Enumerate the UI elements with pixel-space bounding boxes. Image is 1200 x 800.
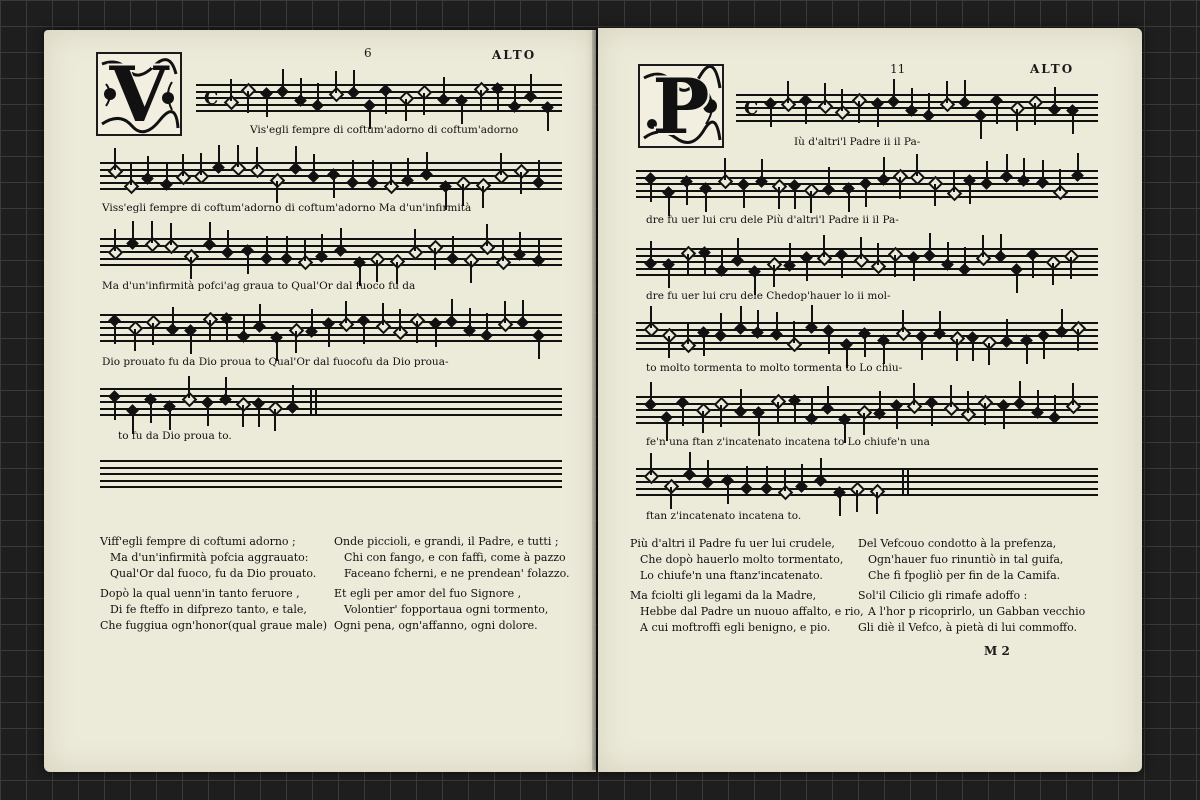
note-stem (805, 102, 807, 124)
note-stem (650, 382, 652, 404)
verse-stanza: Viff'egli fempre di coftumi adorno ; Ma d'un'infirmità pofcia aggrauato: Qual'Or dal fuoco, fu da Dio prouato. (100, 535, 317, 580)
note-stem (353, 70, 355, 92)
note-stem (1054, 395, 1056, 417)
note-stem (282, 69, 284, 91)
note-stem (778, 187, 780, 209)
note-stem (190, 332, 192, 354)
note-stem (292, 385, 294, 407)
note-stem (317, 83, 319, 105)
music-staff (636, 396, 1098, 424)
note-stem (1026, 342, 1028, 364)
initial-letter: P (652, 64, 710, 148)
verse-stanza: Et egli per amor del fuo Signore , Volontier' fopportaua ogni tormento, Ogni pena, ogn'affanno, ogni dolore. (334, 587, 549, 632)
note-stem (286, 236, 288, 258)
note-stem (1016, 271, 1018, 293)
voice-label: ALTO (492, 48, 537, 62)
bar-line (907, 468, 909, 496)
note-stem (707, 460, 709, 482)
note-stem (363, 322, 365, 344)
note-stem (858, 101, 860, 123)
note-stem (972, 339, 974, 361)
note-stem (237, 145, 239, 167)
lyric-line: Ma d'un'infirmità pofci'ag graua to Qual'Or dal fuoco fu da (102, 280, 416, 292)
signature-mark: M 2 (984, 644, 1010, 658)
music-staff (636, 248, 1098, 276)
note-stem (150, 401, 152, 423)
note-stem (689, 452, 691, 474)
note-stem (520, 172, 522, 194)
note-stem (877, 243, 879, 265)
note-stem (304, 239, 306, 261)
verse-stanza: Più d'altri il Padre fu uer lui crudele, Che dopò hauerlo molto tormentato, Lo chiufe'n una ftanz'incatenato. (630, 537, 844, 582)
note-stem (426, 152, 428, 174)
music-staff (636, 468, 1098, 496)
note-stem (461, 102, 463, 124)
page-number: 11 (890, 62, 906, 76)
note-stem (811, 305, 813, 327)
verse-stanza: Sol'il Cilicio gli rimafe adoffo : A l'hor p ricoprirlo, un Gabban vecchio Gli diè il Vefco, à pietà di lui commoffo. (858, 589, 1086, 634)
note-stem (721, 248, 723, 270)
note-stem (773, 265, 775, 287)
clef-icon: C (204, 88, 219, 109)
note-stem (172, 307, 174, 329)
note-stem (547, 109, 549, 131)
note-stem (704, 254, 706, 276)
note-stem (828, 167, 830, 189)
note-stem (823, 235, 825, 257)
note-stem (839, 494, 841, 516)
note-stem (390, 163, 392, 185)
lyric-line: to molto tormenta to molto tormenta to Lo chiu- (646, 362, 903, 374)
note-stem (913, 383, 915, 405)
note-stem (382, 303, 384, 325)
note-stem (247, 252, 249, 274)
note-stem (151, 221, 153, 243)
note-stem (964, 247, 966, 269)
note-stem (1006, 319, 1008, 341)
note-stem (486, 224, 488, 246)
note-stem (1077, 329, 1079, 351)
note-stem (188, 376, 190, 398)
note-stem (877, 105, 879, 127)
note-stem (841, 256, 843, 278)
note-stem (740, 389, 742, 411)
note-stem (434, 248, 436, 270)
note-stem (514, 84, 516, 106)
note-stem (787, 81, 789, 103)
note-stem (530, 74, 532, 96)
lyric-line: dre fu uer lui cru dele Più d'altri'l Padre ii il Pa- (646, 214, 899, 226)
note-stem (984, 403, 986, 425)
note-stem (218, 145, 220, 167)
note-stem (538, 238, 540, 260)
note-stem (758, 414, 760, 436)
note-stem (776, 312, 778, 334)
note-stem (650, 453, 652, 475)
music-staff (736, 94, 1098, 122)
note-stem (928, 93, 930, 115)
note-stem (266, 95, 268, 117)
note-stem (777, 402, 779, 424)
note-stem (916, 154, 918, 176)
note-stem (399, 309, 401, 331)
right-page (598, 28, 1142, 772)
note-stem (986, 161, 988, 183)
note-stem (811, 396, 813, 418)
note-stem (827, 386, 829, 408)
note-stem (967, 391, 969, 413)
lyric-line: Iù d'altri'l Padre ii il Pa- (794, 136, 921, 148)
note-stem (650, 180, 652, 202)
note-stem (740, 306, 742, 328)
note-stem (864, 335, 866, 357)
note-stem (996, 102, 998, 124)
note-stem (921, 338, 923, 360)
note-stem (300, 78, 302, 100)
note-stem (946, 81, 948, 103)
note-stem (519, 232, 521, 254)
note-stem (902, 310, 904, 332)
decorated-initial (638, 64, 724, 148)
note-stem (1000, 234, 1002, 256)
note-stem (209, 320, 211, 342)
note-stem (276, 181, 278, 203)
note-stem (682, 404, 684, 426)
note-stem (452, 236, 454, 258)
lyric-line: to fu da Dio proua to. (118, 430, 232, 442)
note-stem (502, 239, 504, 261)
note-stem (801, 464, 803, 486)
note-stem (1003, 407, 1005, 429)
note-stem (352, 160, 354, 182)
note-stem (182, 154, 184, 176)
note-stem (743, 186, 745, 208)
clef-icon: C (744, 98, 759, 119)
note-stem (687, 322, 689, 344)
note-stem (883, 342, 885, 364)
note-stem (982, 235, 984, 257)
bar-line (315, 388, 317, 416)
note-stem (727, 482, 729, 504)
page-number: 6 (364, 46, 372, 60)
note-stem (670, 487, 672, 509)
note-stem (668, 194, 670, 216)
music-staff (100, 460, 562, 488)
note-stem (414, 229, 416, 251)
note-stem (848, 190, 850, 212)
note-stem (482, 186, 484, 208)
note-stem (934, 184, 936, 206)
note-stem (757, 310, 759, 332)
note-stem (340, 228, 342, 250)
decorated-initial (96, 52, 182, 136)
note-stem (258, 405, 260, 427)
lyric-line: dre fu uer lui cru dele Chedop'hauer lo ii mol- (646, 290, 891, 302)
note-stem (256, 147, 258, 169)
note-stem (705, 190, 707, 212)
note-stem (132, 221, 134, 243)
note-stem (130, 163, 132, 185)
note-stem (500, 153, 502, 175)
note-stem (274, 409, 276, 431)
note-stem (169, 408, 171, 430)
note-stem (522, 300, 524, 322)
note-stem (724, 158, 726, 180)
note-stem (114, 229, 116, 251)
note-stem (1023, 158, 1025, 180)
music-staff (100, 388, 562, 416)
note-stem (789, 243, 791, 265)
note-stem (114, 322, 116, 344)
note-stem (1072, 112, 1074, 134)
note-stem (1054, 87, 1056, 109)
note-stem (860, 237, 862, 259)
note-stem (883, 157, 885, 179)
note-stem (295, 146, 297, 168)
note-stem (207, 404, 209, 426)
note-stem (1019, 381, 1021, 403)
note-stem (947, 242, 949, 264)
note-stem (969, 182, 971, 204)
note-stem (470, 261, 472, 283)
note-stem (668, 266, 670, 288)
note-stem (1072, 383, 1074, 405)
note-stem (988, 343, 990, 365)
note-stem (114, 398, 116, 420)
note-stem (894, 255, 896, 277)
note-stem (538, 160, 540, 182)
note-stem (1042, 160, 1044, 182)
music-staff (636, 170, 1098, 198)
note-stem (333, 176, 335, 198)
note-stem (856, 490, 858, 512)
note-stem (134, 329, 136, 351)
note-stem (1006, 154, 1008, 176)
note-stem (295, 331, 297, 353)
note-stem (170, 223, 172, 245)
note-stem (227, 230, 229, 252)
note-stem (480, 90, 482, 112)
note-stem (794, 187, 796, 209)
music-staff (636, 322, 1098, 350)
note-stem (931, 404, 933, 426)
note-stem (863, 413, 865, 435)
lyric-line: Viss'egli fempre di coftum'adorno di coftum'adorno Ma d'un'infirmità (102, 202, 472, 214)
note-stem (824, 83, 826, 105)
note-stem (1037, 390, 1039, 412)
note-stem (451, 299, 453, 321)
verse-stanza: Dopò la qual uenn'in tanto feruore , Di fe fteffo in difprezo tanto, e tale, Che fuggiua ogn'honor(qual graue male) (100, 587, 328, 632)
lyric-line: fe'n una ftan z'incatenato incatena to Lo chiufe'n una (646, 436, 930, 448)
note-stem (810, 191, 812, 213)
note-stem (746, 466, 748, 488)
lyric-line: Vis'egli fempre di coftum'adorno di coftum'adorno (250, 124, 519, 136)
note-stem (1034, 103, 1036, 125)
note-stem (702, 411, 704, 433)
note-stem (950, 385, 952, 407)
note-stem (687, 254, 689, 276)
note-stem (1032, 256, 1034, 278)
initial-letter: V (109, 52, 169, 136)
note-stem (147, 156, 149, 178)
note-stem (486, 313, 488, 335)
bar-line (902, 468, 904, 496)
note-stem (504, 301, 506, 323)
note-stem (876, 492, 878, 514)
note-stem (266, 236, 268, 258)
note-stem (899, 177, 901, 199)
note-stem (226, 320, 228, 342)
note-stem (1043, 337, 1045, 359)
note-stem (345, 301, 347, 323)
note-stem (911, 88, 913, 110)
note-stem (1061, 309, 1063, 331)
note-stem (166, 162, 168, 184)
note-stem (242, 405, 244, 427)
verse-stanza: Onde piccioli, e grandi, il Padre, e tutti ; Chi con fango, e con faffi, come à pazzo Faceano fcherni, e ne prendean' folazzo. (334, 535, 570, 580)
note-stem (686, 183, 688, 205)
note-stem (668, 336, 670, 358)
note-stem (893, 79, 895, 101)
lyric-line: ftan z'incatenato incatena to. (646, 510, 802, 522)
note-stem (770, 105, 772, 127)
note-stem (328, 325, 330, 347)
note-stem (209, 222, 211, 244)
note-stem (200, 153, 202, 175)
verse-stanza: Del Vefcouo condotto à la prefenza, Ogn'hauer fuo rinuntiò in tal guifa, Che fi fpogliò per fin de la Camifa. (858, 537, 1064, 582)
bar-line (310, 388, 312, 416)
note-stem (1052, 263, 1054, 285)
note-stem (385, 92, 387, 114)
voice-label: ALTO (1030, 62, 1075, 76)
left-page (44, 30, 596, 772)
verse-stanza: Ma fciolti gli legami da la Madre, Hebbe dal Padre un nuouo affalto, e rio, A cui moftroffi egli benigno, e pio. (630, 589, 864, 634)
note-stem (1077, 153, 1079, 175)
note-stem (720, 405, 722, 427)
note-stem (423, 93, 425, 115)
note-stem (806, 259, 808, 281)
music-staff (100, 314, 562, 342)
note-stem (896, 407, 898, 429)
note-stem (335, 71, 337, 93)
note-stem (1070, 257, 1072, 279)
note-stem (247, 91, 249, 113)
note-stem (841, 89, 843, 111)
note-stem (784, 469, 786, 491)
note-stem (416, 321, 418, 343)
note-stem (1059, 169, 1061, 191)
note-stem (372, 160, 374, 182)
note-stem (376, 260, 378, 282)
lyric-line: Dio prouato fu da Dio proua to Qual'Or dal fuocofu da Dio proua- (102, 356, 449, 368)
note-stem (243, 314, 245, 336)
note-stem (190, 257, 192, 279)
note-stem (703, 334, 705, 356)
note-stem (939, 311, 941, 333)
note-stem (435, 325, 437, 347)
note-stem (964, 80, 966, 102)
note-stem (321, 234, 323, 256)
note-stem (828, 332, 830, 354)
note-stem (879, 391, 881, 413)
note-stem (766, 466, 768, 488)
note-stem (311, 309, 313, 331)
note-stem (650, 306, 652, 328)
note-stem (469, 308, 471, 330)
note-stem (497, 90, 499, 112)
note-stem (313, 154, 315, 176)
note-stem (405, 99, 407, 121)
note-stem (225, 377, 227, 399)
note-stem (152, 323, 154, 345)
note-stem (720, 313, 722, 335)
note-stem (956, 339, 958, 361)
note-stem (793, 321, 795, 343)
note-stem (443, 77, 445, 99)
note-stem (794, 402, 796, 424)
note-stem (1016, 109, 1018, 131)
note-stem (230, 79, 232, 101)
note-stem (913, 259, 915, 281)
note-stem (650, 241, 652, 263)
note-stem (259, 304, 261, 326)
note-stem (761, 159, 763, 181)
note-stem (865, 185, 867, 207)
note-stem (929, 233, 931, 255)
note-stem (114, 148, 116, 170)
note-stem (538, 337, 540, 359)
music-staff (100, 238, 562, 266)
music-staff (100, 162, 562, 190)
music-staff (196, 84, 562, 112)
note-stem (953, 170, 955, 192)
note-stem (737, 238, 739, 260)
note-stem (407, 158, 409, 180)
note-stem (820, 458, 822, 480)
note-stem (980, 117, 982, 139)
